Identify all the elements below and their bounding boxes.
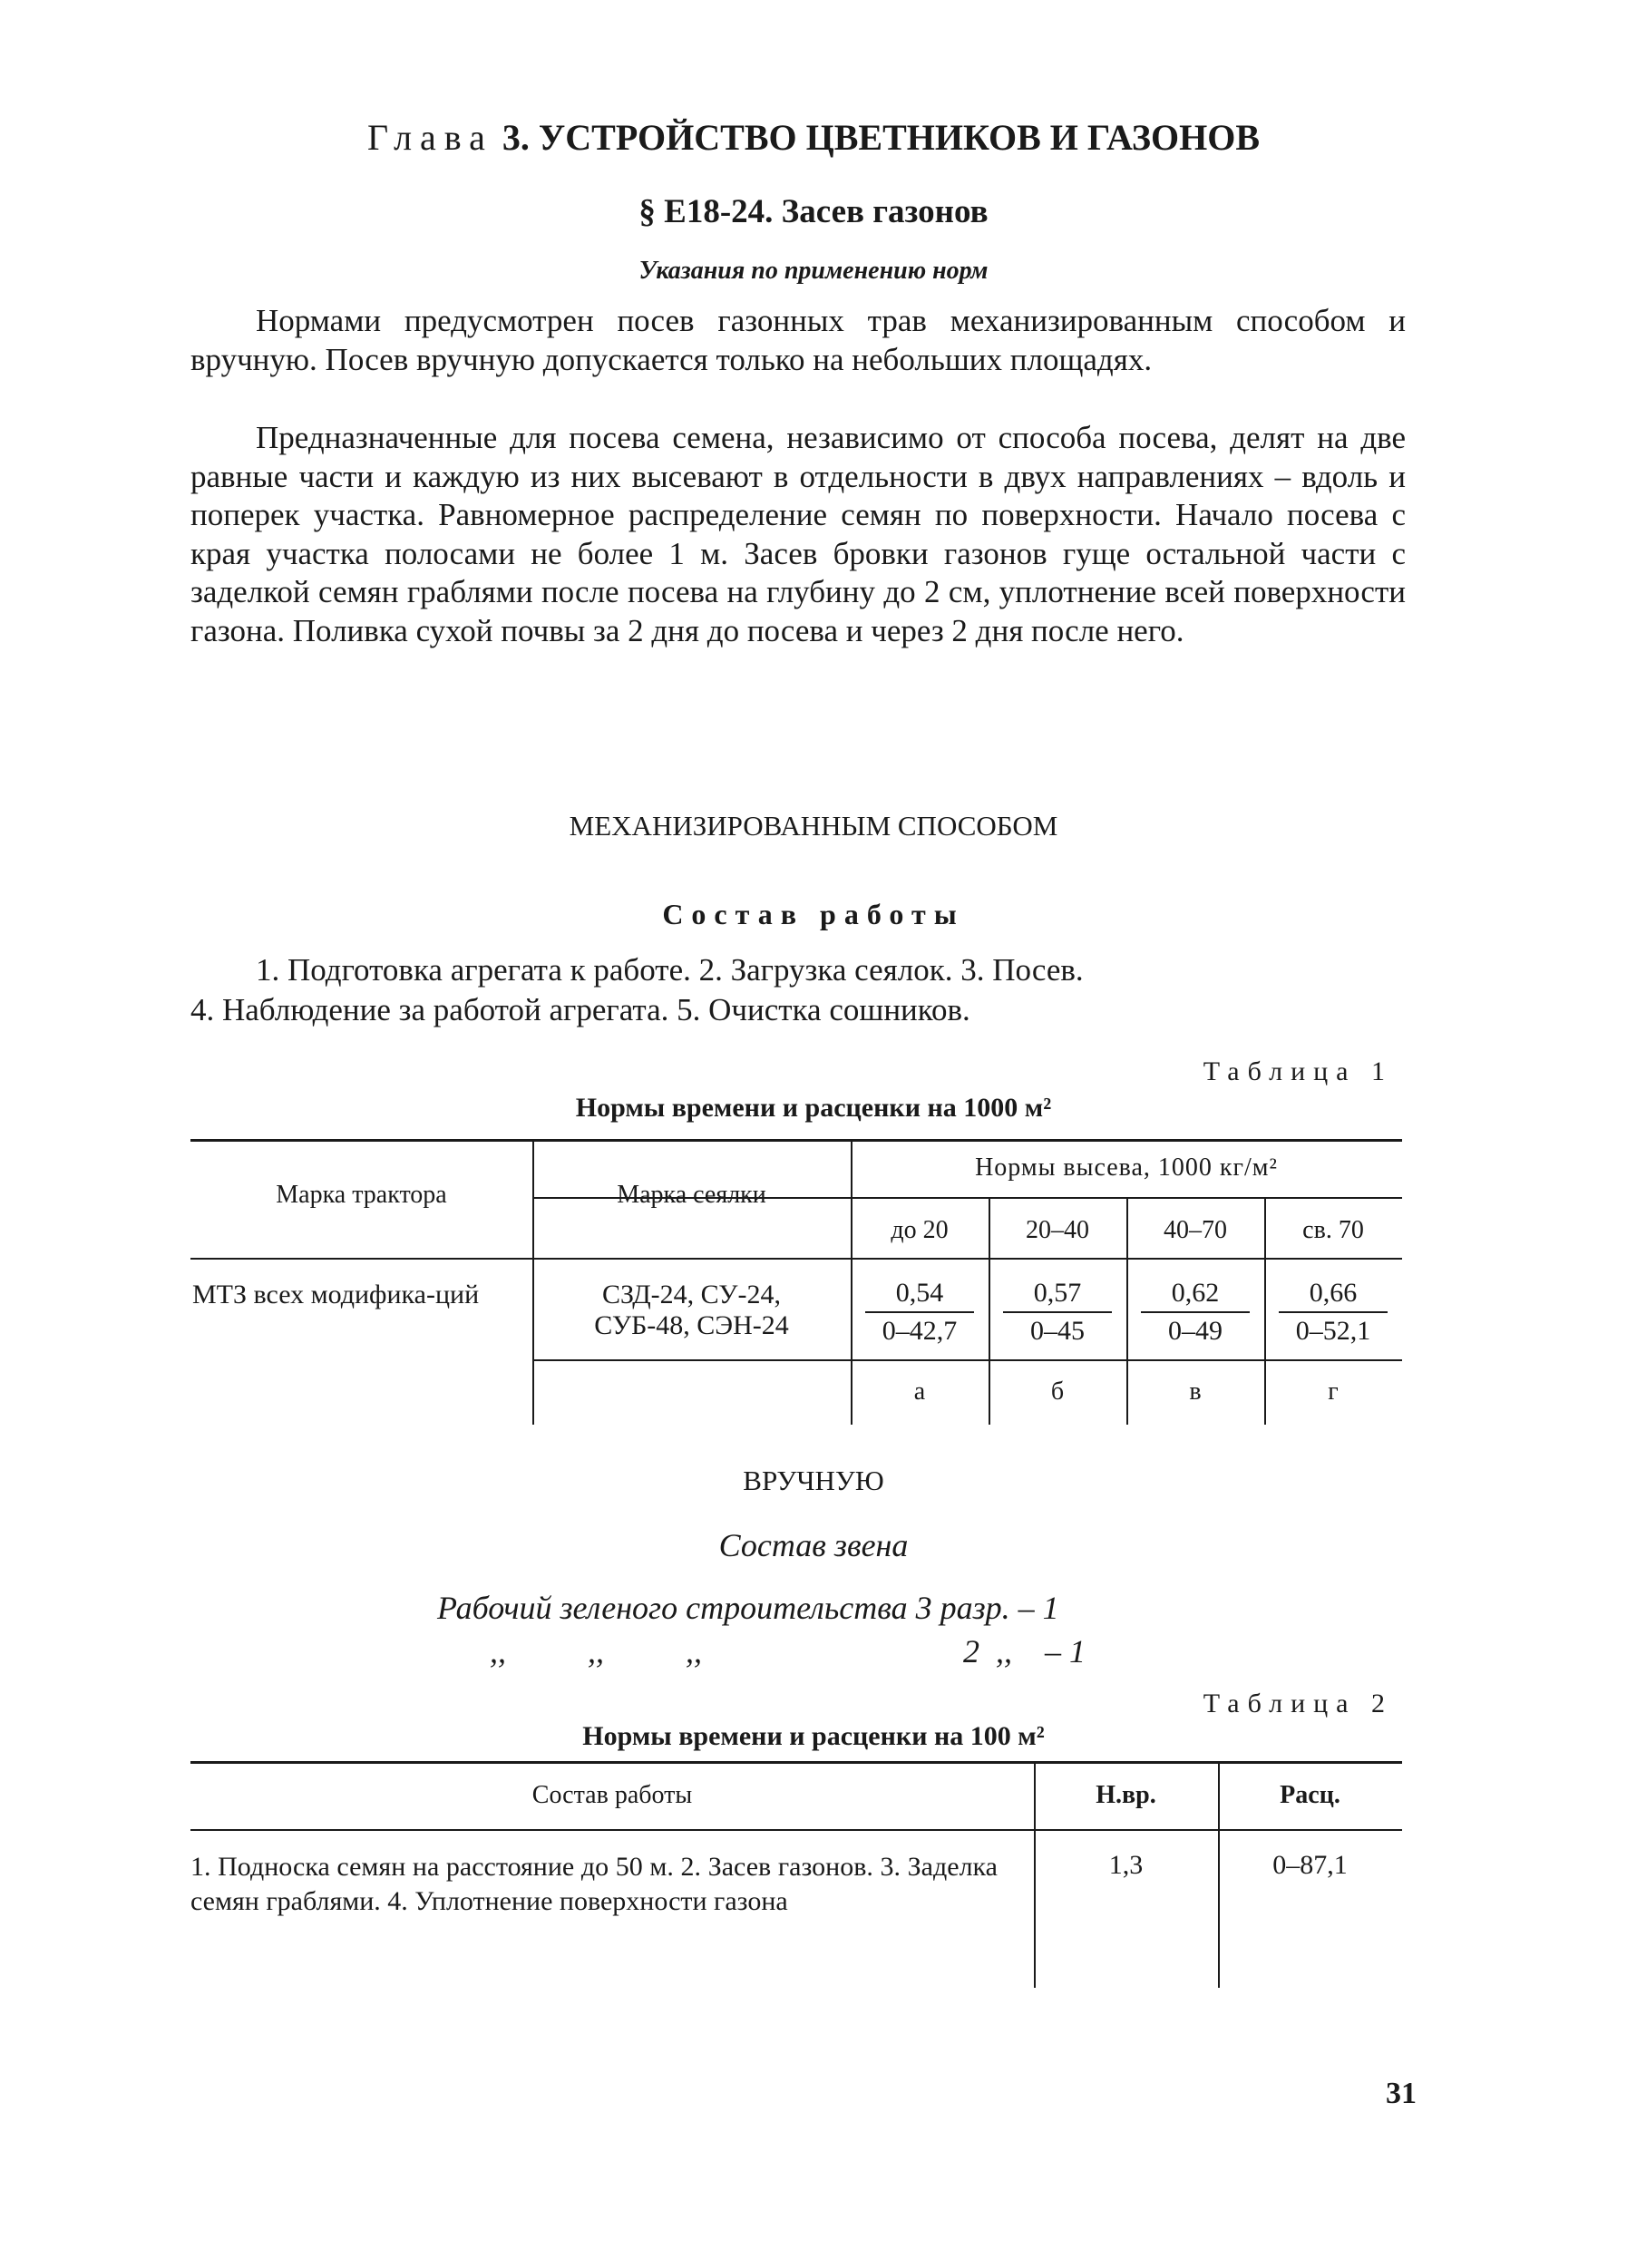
table-1-cell-c — [1132, 1277, 1259, 1348]
table-1-col-rates: Нормы высева, 1000 кг/м² — [975, 1153, 1278, 1182]
chapter-title: 3. УСТРОЙСТВО ЦВЕТНИКОВ И ГАЗОНОВ — [502, 117, 1261, 158]
page-number: 31 — [1386, 2077, 1417, 2110]
table-1-price-b: 0–45 — [1030, 1316, 1085, 1346]
intro-paragraph-2-text: Предназначенные для посева семена, независимо от способа посева, делят на две равные части и каждую из них высевают в отдельности в двух направлениях – вдоль и поперек участка. Равномерное распределение семян по поверхности. Начало посева с края участка полосами не более 1 м. Засев бровки газонов гуще остальной части с заделкой семян граблями после посева на глубину до 2 см, уплотнение всей поверхности газона. Поливка сухой почвы за 2 дня до посева и через 2 дня после него. — [190, 420, 1406, 648]
table-1-seeder-line-2: СУБ-48, СЭН-24 — [594, 1310, 789, 1340]
table-1-cell-b — [994, 1277, 1121, 1348]
table-1-letter-d: г — [1328, 1377, 1339, 1406]
table-1-cell-a — [856, 1277, 983, 1348]
intro-paragraph-1-text: Нормами предусмотрен посев газонных трав механизированным способом и вручную. Посев вручную допускается только на небольших площадях. — [190, 303, 1406, 377]
table-2-row-norm: 1,3 — [1108, 1850, 1144, 1880]
table-1-rate-col-2: 20–40 — [1026, 1216, 1089, 1244]
table-2-col-price: Расц. — [1280, 1781, 1340, 1809]
crew-line-2-rest: 2 ,, – 1 — [963, 1633, 1086, 1669]
table-1-tractor-value: МТЗ всех модифика-ций — [192, 1280, 480, 1309]
table-1-rate-col-3: 40–70 — [1164, 1216, 1227, 1244]
mechanized-heading: МЕХАНИЗИРОВАННЫМ СПОСОБОМ — [569, 810, 1058, 842]
table-1-norm-d: 0,66 — [1309, 1278, 1358, 1308]
table-1-norm-c: 0,62 — [1171, 1278, 1220, 1308]
fraction-bar — [865, 1311, 974, 1313]
table-1-top-rule — [190, 1139, 1402, 1142]
table-1-seeder-line-1: СЗД-24, СУ-24, — [601, 1280, 781, 1309]
table-1-title: Нормы времени и расценки на 1000 м² — [575, 1093, 1052, 1123]
table-1-norm-a: 0,54 — [895, 1278, 944, 1308]
table-1 — [190, 1139, 1402, 1425]
table-1-letters-rule — [532, 1359, 1402, 1361]
table-2-col-work: Состав работы — [531, 1781, 693, 1809]
chapter-word: Глава — [366, 117, 493, 158]
work-composition-text — [190, 950, 1406, 1030]
table-2 — [190, 1761, 1402, 1988]
work-line-1: 1. Подготовка агрегата к работе. 2. Загрузка сеялок. 3. Посев. — [256, 952, 1084, 988]
table-1-price-c: 0–49 — [1168, 1316, 1223, 1346]
table-1-col-seeder: Марка сеялки — [617, 1181, 766, 1209]
work-composition-title: Состав работы — [662, 898, 965, 930]
table-2-title: Нормы времени и расценки на 100 м² — [582, 1721, 1045, 1751]
chapter-heading — [0, 116, 1627, 159]
intro-paragraph-1 — [190, 302, 1406, 379]
crew-line-1: Рабочий зеленого строительства 3 разр. – 1 — [437, 1590, 1059, 1626]
table-1-label: Таблица 1 — [1203, 1056, 1393, 1086]
manual-heading: ВРУЧНУЮ — [743, 1465, 884, 1496]
table-2-col-norm: Н.вр. — [1096, 1781, 1156, 1809]
instructions-title: Указания по применению норм — [638, 257, 989, 285]
table-2-label: Таблица 2 — [1203, 1689, 1393, 1718]
table-1-cell-d — [1270, 1277, 1397, 1348]
table-1-letter-c: в — [1189, 1377, 1202, 1406]
table-1-header-rule — [190, 1258, 1402, 1260]
table-1-letter-a: а — [913, 1377, 926, 1406]
fraction-bar — [1141, 1311, 1250, 1313]
table-2-top-rule — [190, 1761, 1402, 1764]
work-line-2: 4. Наблюдение за работой агрегата. 5. Очистка сошников. — [190, 992, 970, 1027]
table-1-letter-b: б — [1050, 1377, 1065, 1406]
table-1-rate-col-1: до 20 — [891, 1216, 949, 1244]
section-title: § Е18-24. Засев газонов — [638, 193, 989, 230]
table-1-rate-col-4: св. 70 — [1302, 1216, 1364, 1244]
table-1-price-a: 0–42,7 — [882, 1316, 958, 1346]
table-2-row-price: 0–87,1 — [1272, 1850, 1348, 1880]
table-1-col-tractor: Марка трактора — [276, 1181, 447, 1209]
fraction-bar — [1279, 1311, 1388, 1313]
intro-paragraph-2 — [190, 419, 1406, 650]
table-2-header-rule — [190, 1829, 1402, 1831]
table-1-price-d: 0–52,1 — [1295, 1316, 1371, 1346]
crew-line-2-marks: ,, ,, ,, — [490, 1633, 702, 1669]
crew-title: Состав звена — [718, 1527, 909, 1563]
fraction-bar — [1003, 1311, 1112, 1313]
table-2-row-text: 1. Подноска семян на расстояние до 50 м. 2. Засев газонов. 3. Заделка семян граблями. 4. Уплотнение поверхности газона — [190, 1852, 998, 1916]
table-1-norm-b: 0,57 — [1033, 1278, 1082, 1308]
